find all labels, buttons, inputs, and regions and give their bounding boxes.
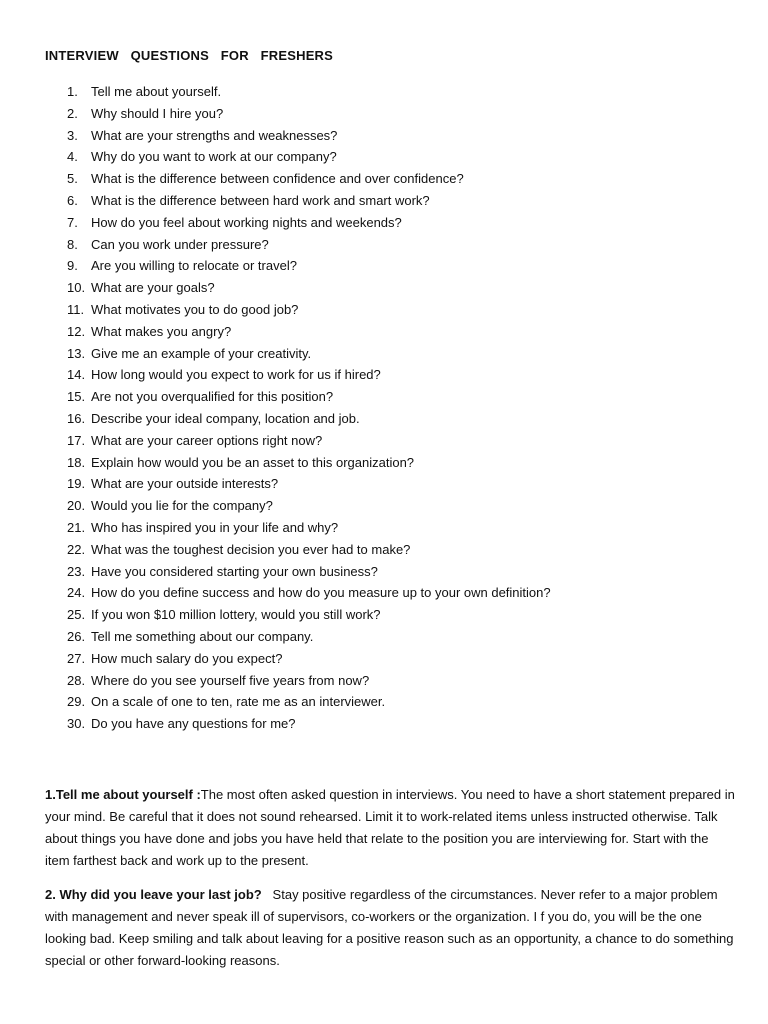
list-item	[67, 670, 728, 692]
item-text: Do you have any questions for me?	[91, 716, 296, 732]
list-item	[67, 190, 728, 212]
list-item	[67, 168, 728, 190]
list-item	[67, 408, 728, 430]
item-number: 18.	[67, 454, 86, 470]
list-item	[67, 125, 728, 147]
answer-paragraph	[45, 884, 738, 972]
item-text: Have you considered starting your own business?	[91, 563, 378, 579]
item-number: 11.	[67, 301, 85, 317]
item-text: What is the difference between hard work and smart work?	[91, 192, 430, 208]
answer-paragraph	[45, 784, 735, 872]
item-number: 2.	[67, 105, 78, 121]
item-text: Can you work under pressure?	[91, 236, 269, 252]
item-text: What makes you angry?	[91, 323, 232, 339]
item-number: 15.	[67, 389, 86, 405]
item-text: Would you lie for the company?	[91, 498, 273, 514]
item-number: 12.	[67, 323, 86, 339]
answers-section	[45, 784, 738, 972]
list-item	[67, 277, 728, 299]
item-number: 10.	[67, 280, 86, 296]
list-item	[67, 604, 728, 626]
list-item	[67, 234, 728, 256]
answer-question: 1.Tell me about yourself :	[45, 786, 201, 802]
item-text: What are your goals?	[91, 280, 215, 296]
item-number: 8.	[67, 236, 78, 252]
list-item	[67, 343, 728, 365]
item-text: Who has inspired you in your life and why?	[91, 519, 339, 535]
item-number: 1.	[67, 84, 78, 99]
list-item	[67, 299, 728, 321]
item-number: 19.	[67, 476, 86, 492]
item-text: What are your career options right now?	[91, 432, 323, 448]
item-number: 30.	[67, 716, 86, 732]
item-number: 9.	[67, 258, 78, 274]
list-item	[67, 561, 728, 583]
item-text: On a scale of one to ten, rate me as an interviewer.	[91, 694, 386, 710]
item-text: How do you define success and how do you measure up to your own definition?	[91, 585, 551, 601]
list-item	[67, 103, 728, 125]
item-number: 22.	[67, 541, 86, 557]
answer-body: The most often asked question in interviews. You need to have a short statement prepared in your mind. Be careful that it does not sound rehearsed. Limit it to work-related items unless instructed otherwise. Talk about things you have done and jobs you have held that relate to the position you are interviewing for. Start with the item farthest back and work up to the present.	[45, 786, 735, 868]
list-item	[67, 364, 728, 386]
item-text: What was the toughest decision you ever had to make?	[91, 541, 411, 557]
item-text: Tell me about yourself.	[91, 84, 222, 99]
list-item	[67, 691, 728, 713]
item-number: 27.	[67, 650, 86, 666]
item-number: 20.	[67, 498, 86, 514]
list-item	[67, 212, 728, 234]
item-text: Give me an example of your creativity.	[91, 345, 312, 361]
answer-body: Stay positive regardless of the circumstances. Never refer to a major problem with management and never speak ill of supervisors, co-workers or the organization. I f you do, you will be the one looking bad. Keep smiling and talk about leaving for a positive reason such as an opportunity, a chance to do something special or other forward-looking reasons.	[45, 886, 738, 968]
item-number: 16.	[67, 410, 86, 426]
list-item	[67, 473, 728, 495]
item-number: 6.	[67, 192, 78, 208]
list-item	[67, 321, 728, 343]
item-text: Explain how would you be an asset to this organization?	[91, 454, 415, 470]
item-text: How do you feel about working nights and weekends?	[91, 214, 402, 230]
list-item	[67, 517, 728, 539]
item-text: Are you willing to relocate or travel?	[91, 258, 297, 274]
item-number: 13.	[67, 345, 86, 361]
list-item	[67, 713, 728, 735]
document-title: INTERVIEW QUESTIONS FOR FRESHERS	[45, 48, 334, 63]
list-item	[67, 146, 728, 168]
item-text: Describe your ideal company, location and job.	[91, 410, 360, 426]
item-text: Are not you overqualified for this position?	[91, 389, 334, 405]
list-item	[67, 452, 728, 474]
item-number: 21.	[67, 519, 86, 535]
list-item	[67, 81, 728, 103]
item-text: Where do you see yourself five years from now?	[91, 672, 370, 688]
item-text: How long would you expect to work for us if hired?	[91, 367, 381, 383]
item-number: 17.	[67, 432, 86, 448]
item-number: 26.	[67, 628, 86, 644]
item-text: What are your strengths and weaknesses?	[91, 127, 338, 143]
item-number: 28.	[67, 672, 86, 688]
item-text: Why should I hire you?	[91, 105, 224, 121]
list-item	[67, 255, 728, 277]
list-item	[67, 648, 728, 670]
item-text: What motivates you to do good job?	[91, 301, 299, 317]
list-item	[67, 582, 728, 604]
item-number: 24.	[67, 585, 86, 601]
question-list	[45, 81, 728, 735]
item-number: 3.	[67, 127, 78, 143]
item-number: 5.	[67, 171, 78, 187]
item-text: How much salary do you expect?	[91, 650, 283, 666]
item-text: Tell me something about our company.	[91, 628, 314, 644]
item-text: If you won $10 million lottery, would you still work?	[91, 607, 381, 623]
item-text: What are your outside interests?	[91, 476, 279, 492]
item-number: 4.	[67, 149, 78, 165]
list-item	[67, 495, 728, 517]
list-item	[67, 430, 728, 452]
item-number: 7.	[67, 214, 78, 230]
answer-question: 2. Why did you leave your last job?	[45, 886, 262, 902]
item-number: 25.	[67, 607, 86, 623]
item-number: 14.	[67, 367, 86, 383]
item-text: Why do you want to work at our company?	[91, 149, 337, 165]
list-item	[67, 626, 728, 648]
list-item	[67, 386, 728, 408]
list-item	[67, 539, 728, 561]
item-number: 23.	[67, 563, 86, 579]
item-number: 29.	[67, 694, 86, 710]
item-text: What is the difference between confidence and over confidence?	[91, 171, 464, 187]
